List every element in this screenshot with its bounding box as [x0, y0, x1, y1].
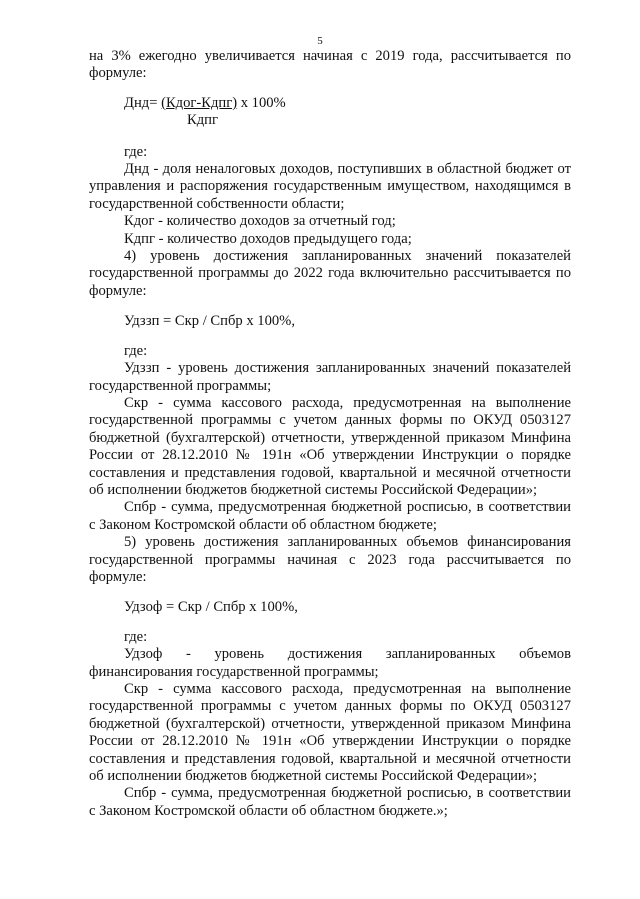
- definition-skr: Скр - сумма кассового расхода, предусмотренная на выполнение государственной программы с учетом данных формы по ОКУД 0503127 бюджетной (бухгалтерской) отчетности, утвержденной приказом Минфина России от 28.12.2010 № 191н «Об утверждении Инструкции о порядке составления и представления годовой, квартальной и месячной отчетности об исполнении бюджетов бюджетной системы Российской Федерации»;: [89, 394, 571, 498]
- definition-skr: Скр - сумма кассового расхода, предусмотренная на выполнение государственной программы с учетом данных формы по ОКУД 0503127 бюджетной (бухгалтерской) отчетности, утвержденной приказом Минфина России от 28.12.2010 № 191н «Об утверждении Инструкции о порядке составления и представления годовой, квартальной и месячной отчетности об исполнении бюджетов бюджетной системы Российской Федерации»;: [89, 681, 571, 785]
- definition-dnd: Днд - доля неналоговых доходов, поступивших в областной бюджет от управления и распоряжения государственным имуществом, находящимся в государственной собственности области;: [89, 161, 571, 212]
- formula-dnd: [89, 95, 571, 130]
- where-label: где:: [124, 342, 148, 359]
- definition-kdog: Кдог - количество доходов за отчетный год;: [124, 213, 396, 230]
- formula-dnd-denominator: Кдпг: [187, 112, 218, 129]
- item-5-paragraph: 5) уровень достижения запланированных объемов финансирования государственной программы начиная с 2023 года рассчитывается по формуле:: [89, 534, 571, 585]
- definition-spbr: Спбр - сумма, предусмотренная бюджетной росписью, в соответствии с Законом Костромской области об областном бюджете;: [89, 499, 571, 533]
- formula-dnd-suffix: х 100%: [240, 94, 286, 111]
- formula-dnd-numerator: (Кдог-Кдпг): [161, 94, 238, 111]
- definition-kdpg: Кдпг - количество доходов предыдущего года;: [124, 230, 412, 247]
- formula-dnd-lhs: Днд=: [124, 94, 158, 111]
- definition-spbr: Спбр - сумма, предусмотренная бюджетной росписью, в соответствии с Законом Костромской области об областном бюджете.»;: [89, 785, 571, 819]
- intro-paragraph: на 3% ежегодно увеличивается начиная с 2019 года, рассчитывается по формуле:: [89, 48, 571, 82]
- where-label: где:: [124, 143, 148, 160]
- formula-udzof: Удзоф = Скр / Спбр х 100%,: [124, 599, 298, 616]
- definition-udzzp: Удззп - уровень достижения запланированных значений показателей государственной программы;: [89, 360, 571, 394]
- page-number: 5: [317, 35, 323, 47]
- definition-udzof: Удзоф - уровень достижения запланированных объемов финансирования государственной программы;: [89, 646, 571, 680]
- formula-udzzp: Удззп = Скр / Спбр х 100%,: [124, 313, 295, 330]
- document-body: [89, 48, 571, 820]
- item-4-paragraph: 4) уровень достижения запланированных значений показателей государственной программы до 2022 года включительно рассчитывается по формуле:: [89, 248, 571, 299]
- where-label: где:: [124, 628, 148, 645]
